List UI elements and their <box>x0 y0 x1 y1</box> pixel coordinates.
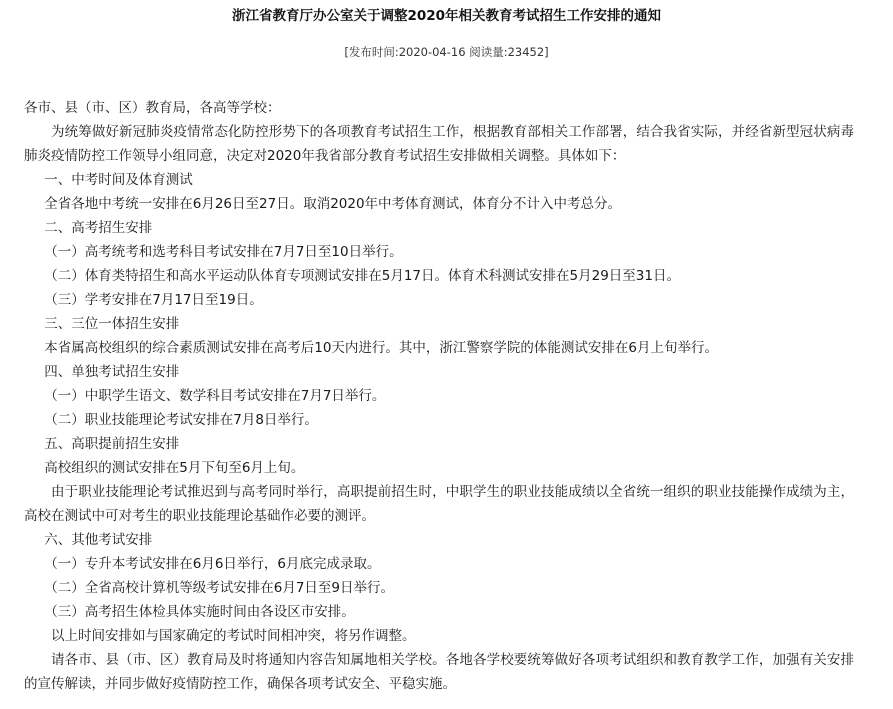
section-4-heading: 四、单独考试招生安排 <box>44 364 180 380</box>
section-3-paragraph: 本省属高校组织的综合素质测试安排在高考后10天内进行。其中，浙江警察学院的体能测试安排在6月上旬举行。 <box>44 340 719 356</box>
note-paragraph: 以上时间安排如与国家确定的考试时间相冲突，将另作调整。 <box>51 628 416 644</box>
article-body <box>24 96 854 696</box>
section-5-paragraph-2: 由于职业技能理论考试推迟到与高考同时举行，高职提前招生时，中职学生的职业技能成绩以全省统一组织的职业技能操作成绩为主，高校在测试中可对考生的职业技能理论基础作必要的测评。 <box>24 484 854 524</box>
section-2-item-2: （二）体育类特招生和高水平运动队体育专项测试安排在5月17日。体育术科测试安排在5月29日至31日。 <box>44 268 680 284</box>
section-2-heading: 二、高考招生安排 <box>44 220 153 236</box>
salutation: 各市、县（市、区）教育局，各高等学校： <box>24 100 281 116</box>
section-6-item-1: （一）专升本考试安排在6月6日举行，6月底完成录取。 <box>44 556 381 572</box>
section-2-item-1: （一）高考统考和选考科目考试安排在7月7日至10日举行。 <box>44 244 403 260</box>
intro-paragraph: 为统筹做好新冠肺炎疫情常态化防控形势下的各项教育考试招生工作，根据教育部相关工作部署，结合我省实际，并经省新型冠状病毒肺炎疫情防控工作领导小组同意，决定对2020年我省部分教育考试招生安排做相关调整。具体如下： <box>24 124 854 164</box>
section-1-paragraph: 全省各地中考统一安排在6月26日至27日。取消2020年中考体育测试，体育分不计入中考总分。 <box>44 196 622 212</box>
section-3-heading: 三、三位一体招生安排 <box>44 316 180 332</box>
page-title: 浙江省教育厅办公室关于调整2020年相关教育考试招生工作安排的通知 <box>231 8 662 24</box>
section-2-item-3: （三）学考安排在7月17日至19日。 <box>44 292 263 308</box>
section-5-paragraph-1: 高校组织的测试安排在5月下旬至6月上旬。 <box>44 460 305 476</box>
publish-meta: [发布时间:2020-04-16 阅读量:23452] <box>344 45 549 59</box>
section-6-item-3: （三）高考招生体检具体实施时间由各设区市安排。 <box>44 604 355 620</box>
section-6-item-2: （二）全省高校计算机等级考试安排在6月7日至9日举行。 <box>44 580 395 596</box>
section-4-item-2: （二）职业技能理论考试安排在7月8日举行。 <box>44 412 318 428</box>
section-6-heading: 六、其他考试安排 <box>44 532 153 548</box>
section-1-heading: 一、中考时间及体育测试 <box>44 172 193 188</box>
section-5-heading: 五、高职提前招生安排 <box>44 436 180 452</box>
closing-paragraph: 请各市、县（市、区）教育局及时将通知内容告知属地相关学校。各地各学校要统筹做好各项考试组织和教育教学工作，加强有关安排的宣传解读，并同步做好疫情防控工作，确保各项考试安全、平稳实施。 <box>24 652 854 692</box>
section-4-item-1: （一）中职学生语文、数学科目考试安排在7月7日举行。 <box>44 388 386 404</box>
